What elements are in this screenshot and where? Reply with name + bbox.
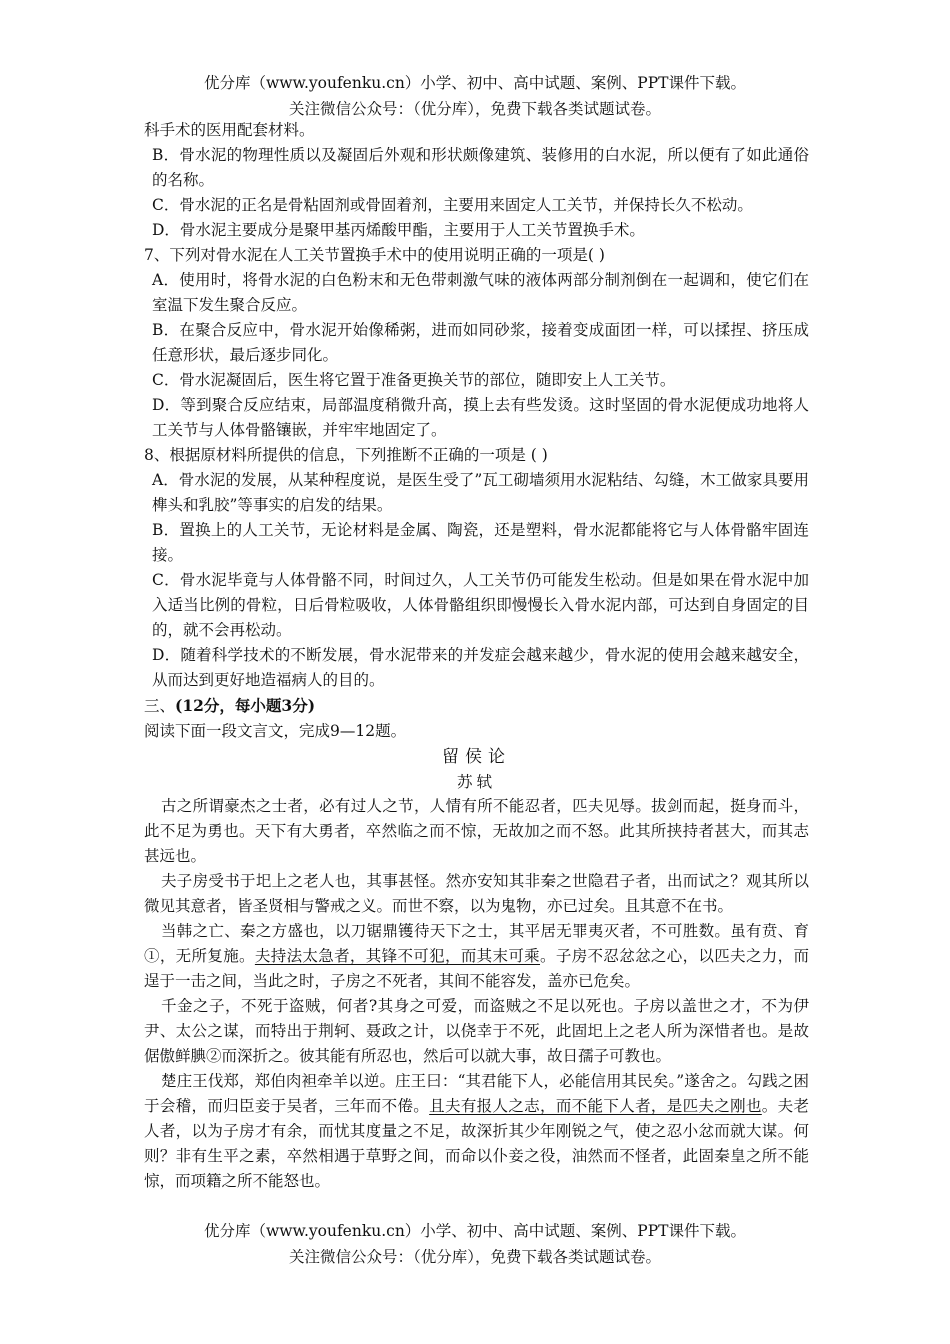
essay-p5-text-a: 楚庄王伐郑，郑伯肉袒牵羊以逆。庄王曰：“其君能下人，必能信用其民矣。”遂舍之。勾践之困于会稽，而归臣妾于吴者，三年而不倦。 xyxy=(144,1072,809,1115)
essay-author: 苏轼 xyxy=(456,773,496,791)
q6-option-d: D．骨水泥主要成分是聚甲基丙烯酸甲酯，主要用于人工关节置换手术。 xyxy=(152,221,645,239)
q7-option-d: D．等到聚合反应结束，局部温度稍微升高，摸上去有些发烫。这时坚固的骨水泥便成功地将人工关节与人体骨骼镶嵌，并牢牢地固定了。 xyxy=(152,396,809,439)
essay-p3-text-b: 。子房不忍忿忿之心，以匹夫之力，而逞于一击之间，当此之时，子房之不死者，其间不能容发，盖亦已危矣。 xyxy=(144,947,809,990)
essay-paragraph-2: 夫子房受书于圯上之老人也，其事甚怪。然亦安知其非秦之世隐君子者，出而试之？观其所以微见其意者，皆圣贤相与警戒之义。而世不察，以为鬼物，亦已过矣。且其意不在书。 xyxy=(144,872,809,915)
page-content xyxy=(144,118,809,1194)
essay-title: 留侯论 xyxy=(442,747,511,767)
essay-paragraph-4: 千金之子，不死于盗贼，何者?其身之可爱，而盗贼之不足以死也。子房以盖世之才，不为伊尹、太公之谋，而特出于荆轲、聂政之计，以侥幸于不死，此固圯上之老人所为深惜者也。是故倨傲鲜腆②而深折之。彼其能有所忍也，然后可以就大事，故日孺子可教也。 xyxy=(144,997,809,1065)
essay-p3-text-a: 当韩之亡、秦之方盛也，以刀锯鼎镬待天下之士，其平居无罪夷灭者，不可胜数。虽有贲、育①，无所复施。 xyxy=(144,922,809,965)
q7-option-b: B．在聚合反应中，骨水泥开始像稀粥，进而如同砂浆，接着变成面团一样，可以揉捏、挤压成任意形状，最后逐步同化。 xyxy=(152,321,809,364)
essay-p5-underlined: 且夫有报人之志，而不能下人者，是匹夫之刚也 xyxy=(429,1097,762,1115)
q8-option-b: B．置换上的人工关节，无论材料是金属、陶瓷，还是塑料，骨水泥都能将它与人体骨骼牢固连接。 xyxy=(152,521,809,564)
header-line-1: 优分库（www.youfenku.cn）小学、初中、高中试题、案例、PPT课件下载。 xyxy=(203,74,747,92)
section-3-intro: 阅读下面一段文言文，完成9—12题。 xyxy=(144,722,407,740)
section-3-points: (12分，每小题3分) xyxy=(175,696,316,715)
essay-paragraph-5 xyxy=(144,1069,809,1194)
footer-line-2: 关注微信公众号：（优分库），免费下载各类试题试卷。 xyxy=(288,1248,661,1266)
q6-option-b: B．骨水泥的物理性质以及凝固后外观和形状颇像建筑、装修用的白水泥，所以便有了如此通俗的名称。 xyxy=(152,146,809,189)
q8-option-a: A．骨水泥的发展，从某种程度说，是医生受了”瓦工砌墙须用水泥粘结、勾缝，木工做家具要用榫头和乳胶”等事实的启发的结果。 xyxy=(152,471,809,514)
q8-stem: 8、根据原材料所提供的信息，下列推断不正确的一项是 ( ) xyxy=(144,446,548,464)
q7-stem: 7、下列对骨水泥在人工关节置换手术中的使用说明正确的一项是( ) xyxy=(144,246,605,264)
header-line-2: 关注微信公众号：（优分库），免费下载各类试题试卷。 xyxy=(288,100,661,118)
q6-continuation: 科手术的医用配套材料。 xyxy=(144,121,315,139)
footer-line-1: 优分库（www.youfenku.cn）小学、初中、高中试题、案例、PPT课件下载。 xyxy=(203,1222,747,1240)
essay-p5-text-b: 。夫老人者，以为子房才有余，而忧其度量之不足，故深折其少年刚锐之气，使之忍小忿而就大谋。何则？非有生平之素，卒然相遇于草野之间，而命以仆妾之役，油然而不怪者，此固秦皇之所不能惊，而项籍之所不能怒也。 xyxy=(144,1097,809,1190)
section-3-heading xyxy=(144,693,809,719)
essay-paragraph-3 xyxy=(144,919,809,994)
q7-option-a: A．使用时，将骨水泥的白色粉末和无色带刺激气味的液体两部分制剂倒在一起调和，使它们在室温下发生聚合反应。 xyxy=(152,271,809,314)
essay-p3-underlined: 夫持法太急者，其锋不可犯，而其末可乘 xyxy=(254,947,541,965)
q8-option-d: D．随着科学技术的不断发展，骨水泥带来的并发症会越来越少，骨水泥的使用会越来越安全，从而达到更好地造福病人的目的。 xyxy=(152,646,809,689)
section-3-prefix: 三、 xyxy=(144,697,176,715)
q6-option-c: C．骨水泥的正名是骨粘固剂或骨固着剂，主要用来固定人工关节，并保持长久不松动。 xyxy=(152,196,753,214)
q8-option-c: C．骨水泥毕竟与人体骨骼不同，时间过久，人工关节仍可能发生松动。但是如果在骨水泥中加入适当比例的骨粒，日后骨粒吸收，人体骨骼组织即慢慢长入骨水泥内部，可达到自身固定的目的，就不会再松动。 xyxy=(152,571,809,639)
q7-option-c: C．骨水泥凝固后，医生将它置于准备更换关节的部位，随即安上人工关节。 xyxy=(152,371,676,389)
essay-paragraph-1: 古之所谓豪杰之士者，必有过人之节，人情有所不能忍者，匹夫见辱。拔剑而起，挺身而斗，此不足为勇也。天下有大勇者，卒然临之而不惊，无故加之而不怒。此其所挟持者甚大，而其志甚远也。 xyxy=(144,797,809,865)
